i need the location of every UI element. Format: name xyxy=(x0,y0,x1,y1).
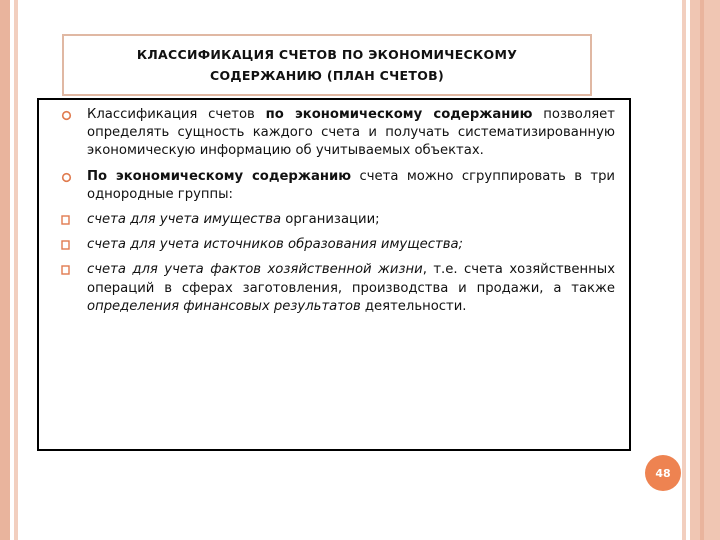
bullet-text-segment: по экономическому содержанию xyxy=(265,107,533,122)
list-item xyxy=(61,168,615,204)
left-decor-stripe xyxy=(0,0,10,540)
list-item xyxy=(61,106,615,161)
right-decor-stripe-thin xyxy=(682,0,686,540)
bullet-text-segment: счета для учета фактов хозяйственной жизни xyxy=(87,262,423,278)
square-bullet-icon xyxy=(61,264,71,283)
slide-title: КЛАССИФИКАЦИЯ СЧЕТОВ ПО ЭКОНОМИЧЕСКОМУ СОДЕРЖАНИЮ (ПЛАН СЧЕТОВ) xyxy=(136,47,518,83)
circle-bullet-icon xyxy=(61,171,72,189)
right-decor-stripe xyxy=(690,0,720,540)
list-item xyxy=(61,211,615,229)
bullet-text-segment: определения финансовых результатов xyxy=(87,298,361,314)
square-bullet-icon xyxy=(61,239,71,258)
right-decor-stripe-inner xyxy=(700,0,704,540)
bullet-text-segment: Классификация счетов xyxy=(87,107,266,122)
slide-title-box xyxy=(62,34,592,96)
bullet-text-segment: , т.е. счета хозяйственных операций в сферах заготовления, производства и продажи, а также xyxy=(87,262,615,296)
circle-bullet-icon xyxy=(61,109,72,127)
square-bullet-icon xyxy=(61,214,71,233)
bullet-text-segment: позволяет определять сущность каждого счета и получать систематизированную экономическую информацию об учитываемых объектах. xyxy=(87,107,615,159)
content-box xyxy=(37,98,631,451)
page-number-badge xyxy=(645,455,681,491)
bullet-text-segment: счета можно сгруппировать в три однородные группы: xyxy=(87,168,616,202)
bullet-text-segment: По экономическому содержанию xyxy=(87,168,352,184)
bullet-text-segment: организации; xyxy=(281,212,380,228)
bullet-text-segment: счета для учета источников образования имущества; xyxy=(87,237,463,253)
bullet-text-segment: деятельности. xyxy=(360,298,467,314)
left-decor-stripe-thin xyxy=(14,0,18,540)
bullet-list xyxy=(61,106,615,316)
list-item xyxy=(61,236,615,254)
list-item xyxy=(61,261,615,316)
page-number: 48 xyxy=(655,466,671,480)
bullet-text-segment: счета для учета имущества xyxy=(87,212,282,228)
